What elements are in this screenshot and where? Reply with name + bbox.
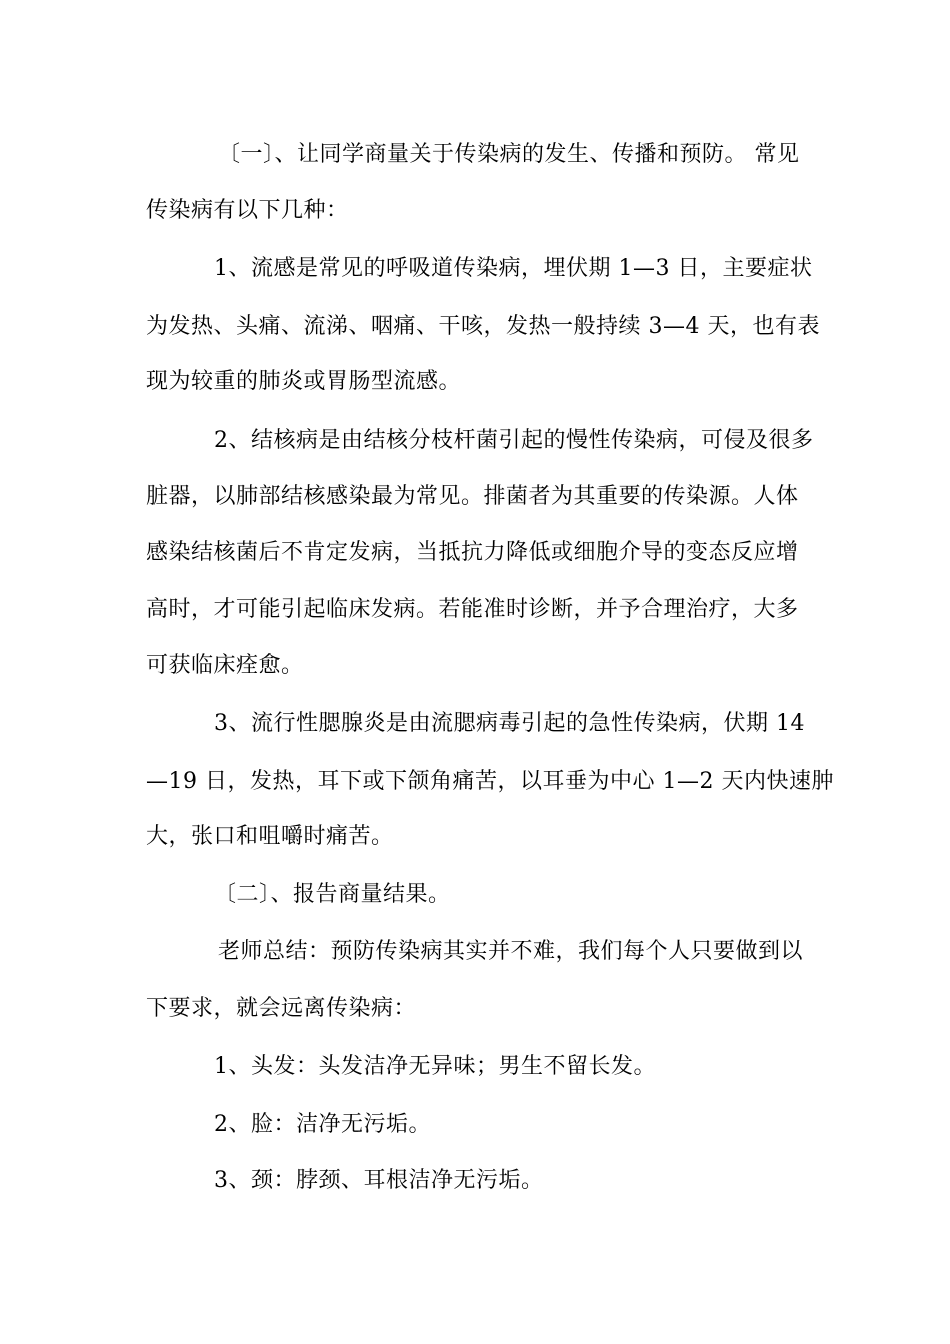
item3-line-3: 大，张口和咀嚼时痛苦。 (146, 824, 394, 849)
requirement-1: 1、头发：头发洁净无异味；男生不留长发。 (214, 1054, 656, 1079)
item2-line-4: 高时，才可能引起临床发病。若能准时诊断，并予合理治疗，大多 (146, 597, 799, 622)
item3-line-1: 3、流行性腮腺炎是由流腮病毒引起的急性传染病，伏期 14 (214, 711, 805, 736)
summary-line-1: 老师总结：预防传染病其实并不难，我们每个人只要做到以 (218, 939, 804, 964)
item2-line-3: 感染结核菌后不肯定发病，当抵抗力降低或细胞介导的变态反应增 (146, 540, 799, 565)
item3-line-2: —19 日，发热，耳下或下颌角痛苦，以耳垂为中心 1—2 天内快速肿 (146, 769, 834, 794)
summary-line-2: 下要求，就会远离传染病： (146, 996, 417, 1021)
item1-line-3: 现为较重的肺炎或胃肠型流感。 (146, 369, 462, 394)
item1-line-1: 1、流感是常见的呼吸道传染病，埋伏期 1—3 日，主要症状 (214, 256, 813, 281)
requirement-2: 2、脸：洁净无污垢。 (214, 1112, 431, 1137)
intro-line-1: 〔一〕、让同学商量关于传染病的发生、传播和预防。 常见 (218, 142, 800, 167)
item2-line-1: 2、结核病是由结核分枝杆菌引起的慢性传染病，可侵及很多 (214, 428, 814, 453)
section2-heading: 〔二〕、报告商量结果。 (214, 882, 451, 907)
item1-line-2: 为发热、头痛、流涕、咽痛、干咳，发热一般持续 3—4 天，也有表 (146, 314, 820, 339)
requirement-3: 3、颈：脖颈、耳根洁净无污垢。 (214, 1168, 544, 1193)
intro-line-2: 传染病有以下几种： (146, 198, 349, 223)
item2-line-5: 可获临床痊愈。 (146, 653, 304, 678)
item2-line-2: 脏器，以肺部结核感染最为常见。排菌者为其重要的传染源。人体 (146, 484, 799, 509)
